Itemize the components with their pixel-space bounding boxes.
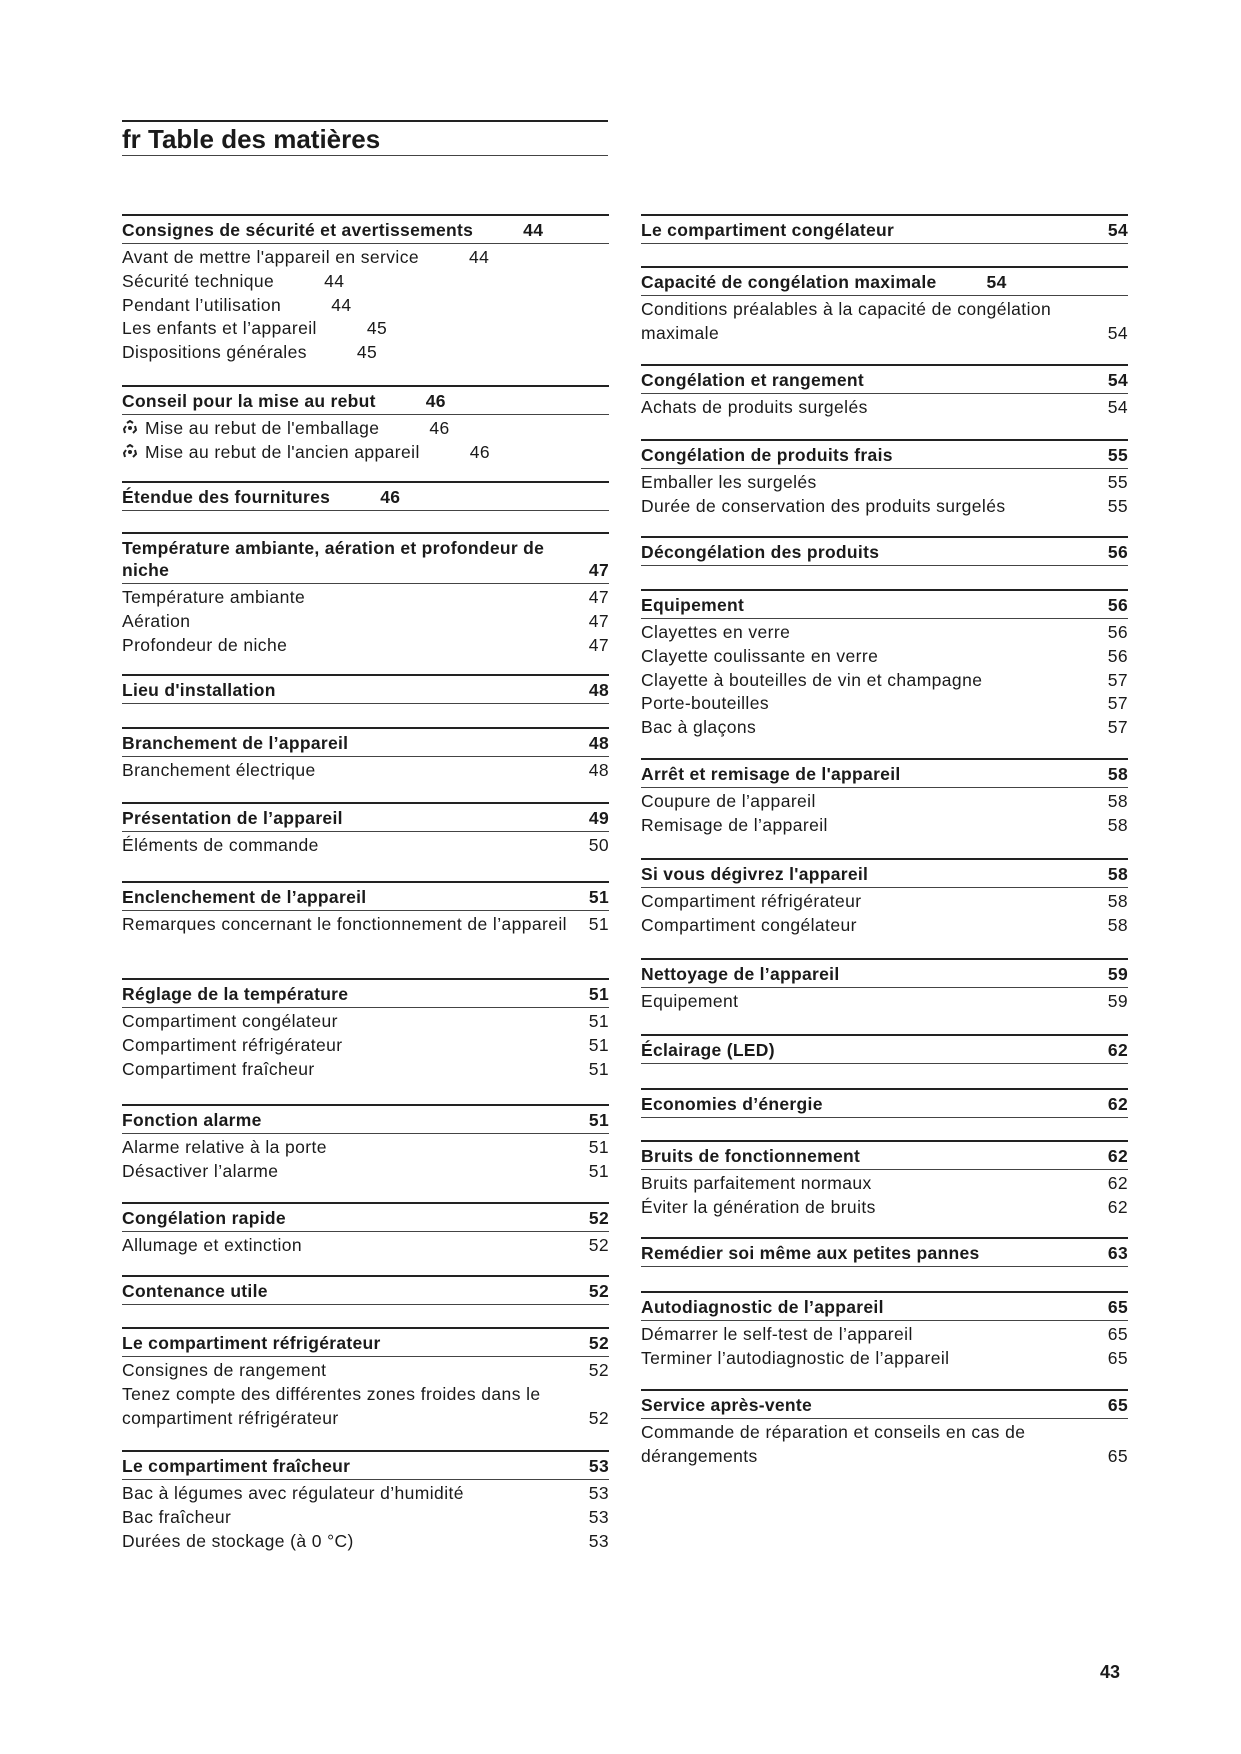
- section-heading[interactable]: [641, 1088, 1128, 1118]
- section-page: 54: [1107, 220, 1128, 240]
- section-heading[interactable]: [122, 481, 609, 511]
- entry-label: Température ambiante: [122, 587, 306, 607]
- section-heading[interactable]: [641, 1291, 1128, 1321]
- section-page: 62: [1107, 1094, 1128, 1114]
- section-title: Arrêt et remisage de l'appareil: [641, 764, 901, 784]
- toc-section: [641, 364, 1128, 420]
- entry-page: 45: [366, 318, 388, 339]
- section-page: 44: [523, 220, 544, 240]
- section-title: Congélation et rangement: [641, 370, 865, 390]
- toc-section: [641, 589, 1128, 740]
- toc-section: [122, 881, 609, 937]
- section-title: Présentation de l’appareil: [122, 808, 343, 828]
- toc-section: [122, 214, 609, 365]
- toc-entry[interactable]: [122, 441, 609, 465]
- entry-page: 54: [1107, 322, 1128, 343]
- toc-entry[interactable]: [641, 471, 1128, 495]
- entry-page: 54: [1107, 397, 1128, 417]
- entry-page: 53: [588, 1483, 609, 1503]
- section-page: 59: [1107, 964, 1128, 984]
- entry-list: [122, 832, 609, 858]
- toc-entry[interactable]: [122, 317, 609, 341]
- toc-entry[interactable]: [641, 692, 1128, 716]
- entry-page: 51: [588, 914, 609, 934]
- entry-label: Branchement électrique: [122, 760, 316, 780]
- entry-list: [122, 584, 609, 657]
- section-page: 52: [588, 1208, 609, 1228]
- toc-entry[interactable]: [641, 1323, 1128, 1347]
- section-title: Economies d’énergie: [641, 1094, 823, 1114]
- section-page: 52: [588, 1333, 609, 1353]
- toc-entry[interactable]: [122, 1530, 609, 1554]
- section-page: 52: [588, 1281, 609, 1301]
- entry-label: Achats de produits surgelés: [641, 397, 868, 417]
- page-title: fr Table des matières: [122, 120, 608, 156]
- section-title: Bruits de fonctionnement: [641, 1146, 861, 1166]
- section-heading[interactable]: [122, 214, 609, 244]
- toc-section: [641, 1088, 1128, 1118]
- entry-label: Conditions préalables à la capacité de congélation maximale: [641, 299, 1052, 343]
- entry-page: 65: [1107, 1324, 1128, 1344]
- section-page: 48: [588, 733, 609, 753]
- entry-page: 45: [356, 342, 378, 363]
- toc-entry[interactable]: [641, 1347, 1128, 1371]
- toc-entry[interactable]: [641, 1196, 1128, 1220]
- section-heading[interactable]: [641, 858, 1128, 888]
- entry-label: Clayette à bouteilles de vin et champagne: [641, 669, 983, 690]
- entry-label: Clayettes en verre: [641, 622, 791, 642]
- toc-entry[interactable]: [122, 834, 609, 858]
- section-heading[interactable]: [641, 1140, 1128, 1170]
- entry-page: 52: [588, 1360, 609, 1380]
- section-heading[interactable]: [122, 1450, 609, 1480]
- section-page: 47: [588, 560, 609, 580]
- toc-section: [641, 858, 1128, 938]
- entry-label: Les enfants et l’appareil: [122, 318, 317, 339]
- entry-page: 51: [588, 1034, 609, 1055]
- toc-entry[interactable]: [122, 610, 609, 634]
- toc-section: [641, 958, 1128, 1014]
- section-heading[interactable]: [122, 532, 609, 584]
- section-title: Si vous dégivrez l'appareil: [641, 864, 869, 884]
- section-page: 54: [1107, 370, 1128, 390]
- entry-label: Equipement: [641, 991, 739, 1011]
- entry-list: [641, 394, 1128, 420]
- section-page: 49: [588, 808, 609, 828]
- entry-label: Compartiment réfrigérateur: [122, 1034, 343, 1055]
- toc-entry[interactable]: [641, 669, 1128, 693]
- entry-label: Avant de mettre l'appareil en service: [122, 247, 419, 267]
- entry-page: 47: [588, 610, 609, 631]
- recycle-icon: [122, 443, 138, 459]
- entry-page: 51: [588, 1160, 609, 1181]
- section-title: Éclairage (LED): [641, 1040, 775, 1060]
- entry-page: 50: [588, 835, 609, 855]
- section-page: 58: [1107, 764, 1128, 784]
- section-title: Le compartiment réfrigérateur: [122, 1333, 381, 1353]
- entry-page: 53: [588, 1530, 609, 1551]
- entry-list: [122, 1134, 609, 1184]
- entry-page: 58: [1107, 891, 1128, 911]
- section-heading[interactable]: [122, 1327, 609, 1357]
- toc-section: [641, 1140, 1128, 1220]
- toc-entry[interactable]: [641, 1172, 1128, 1196]
- entry-page: 51: [588, 1137, 609, 1157]
- entry-label: Compartiment congélateur: [641, 914, 857, 935]
- toc-section: [122, 802, 609, 858]
- entry-page: 65: [1107, 1347, 1128, 1368]
- toc-entry[interactable]: [122, 1010, 609, 1034]
- section-title: Congélation rapide: [122, 1208, 286, 1228]
- entry-label: Mise au rebut de l'emballage: [145, 418, 380, 438]
- toc-entry[interactable]: [122, 759, 609, 783]
- entry-label: Durées de stockage (à 0 °C): [122, 1530, 354, 1551]
- page-number: 43: [1100, 1662, 1121, 1682]
- section-title: Contenance utile: [122, 1281, 268, 1301]
- section-heading[interactable]: [641, 1034, 1128, 1064]
- section-page: 65: [1107, 1395, 1128, 1415]
- toc-section: [122, 1202, 609, 1258]
- entry-label: Remarques concernant le fonctionnement de l’appareil: [122, 914, 567, 934]
- toc-entry[interactable]: [122, 1506, 609, 1530]
- section-heading[interactable]: [122, 674, 609, 704]
- entry-label: Bruits parfaitement normaux: [641, 1173, 872, 1193]
- entry-label: Terminer l’autodiagnostic de l’appareil: [641, 1347, 950, 1368]
- section-title: Consignes de sécurité et avertissements: [122, 220, 474, 240]
- toc-section: [122, 1275, 609, 1305]
- entry-label: Allumage et extinction: [122, 1235, 303, 1255]
- entry-label: Emballer les surgelés: [641, 472, 817, 492]
- entry-list: [122, 1357, 609, 1430]
- entry-label: Clayette coulissante en verre: [641, 645, 879, 666]
- section-title: Congélation de produits frais: [641, 445, 893, 465]
- toc-entry[interactable]: [641, 716, 1128, 740]
- section-page: 65: [1107, 1297, 1128, 1317]
- toc-section: [122, 385, 609, 465]
- entry-page: 62: [1107, 1196, 1128, 1217]
- section-heading[interactable]: [122, 727, 609, 757]
- entry-page: 55: [1107, 495, 1128, 516]
- entry-page: 46: [429, 418, 450, 438]
- section-title: Lieu d'installation: [122, 680, 276, 700]
- toc-entry[interactable]: [122, 270, 609, 294]
- toc-section: [641, 266, 1128, 346]
- section-heading[interactable]: [641, 758, 1128, 788]
- section-title: Remédier soi même aux petites pannes: [641, 1243, 980, 1263]
- section-title: Réglage de la température: [122, 984, 349, 1004]
- section-heading[interactable]: [641, 958, 1128, 988]
- entry-list: [122, 1008, 609, 1081]
- section-title: Température ambiante, aération et profondeur de niche: [122, 538, 545, 580]
- entry-page: 56: [1107, 622, 1128, 642]
- entry-list: [122, 415, 609, 465]
- entry-page: 44: [331, 294, 352, 315]
- section-heading[interactable]: [122, 978, 609, 1008]
- entry-list: [641, 296, 1128, 346]
- section-page: 62: [1107, 1146, 1128, 1166]
- entry-label: Dispositions générales: [122, 342, 307, 363]
- toc-section: [122, 1450, 609, 1553]
- section-title: Autodiagnostic de l’appareil: [641, 1297, 884, 1317]
- toc-section: [122, 532, 609, 657]
- entry-page: 53: [588, 1506, 609, 1527]
- entry-page: 57: [1107, 693, 1128, 714]
- section-page: 58: [1107, 864, 1128, 884]
- section-page: 62: [1107, 1040, 1128, 1060]
- section-heading[interactable]: [641, 266, 1128, 296]
- entry-page: 57: [1107, 669, 1128, 690]
- entry-label: Commande de réparation et conseils en cas de dérangements: [641, 1422, 1026, 1466]
- entry-page: 47: [588, 634, 609, 655]
- entry-label: Pendant l’utilisation: [122, 294, 282, 315]
- entry-page: 52: [588, 1235, 609, 1255]
- section-heading[interactable]: [641, 589, 1128, 619]
- entry-page: 48: [588, 760, 609, 780]
- entry-list: [641, 619, 1128, 740]
- entry-label: Durée de conservation des produits surgelés: [641, 495, 1006, 516]
- entry-label: Consignes de rangement: [122, 1360, 327, 1380]
- entry-label: Alarme relative à la porte: [122, 1137, 327, 1157]
- entry-label: Remisage de l’appareil: [641, 814, 828, 835]
- section-title: Branchement de l’appareil: [122, 733, 349, 753]
- toc-entry[interactable]: [122, 417, 609, 441]
- toc-entry[interactable]: [122, 913, 609, 937]
- section-heading[interactable]: [641, 1237, 1128, 1267]
- entry-label: Mise au rebut de l'ancien appareil: [145, 441, 420, 462]
- entry-page: 52: [588, 1407, 609, 1428]
- toc-section: [641, 1034, 1128, 1064]
- entry-label: Bac fraîcheur: [122, 1506, 232, 1527]
- toc-entry[interactable]: [122, 586, 609, 610]
- toc-section: [641, 439, 1128, 519]
- section-heading[interactable]: [122, 1275, 609, 1305]
- toc-entry[interactable]: [641, 1421, 1128, 1469]
- section-heading[interactable]: [641, 536, 1128, 566]
- toc-entry[interactable]: [641, 645, 1128, 669]
- entry-label: Bac à légumes avec régulateur d’humidité: [122, 1483, 464, 1503]
- section-title: Décongélation des produits: [641, 542, 880, 562]
- entry-list: [641, 888, 1128, 938]
- entry-label: Sécurité technique: [122, 270, 275, 291]
- toc-entry[interactable]: [641, 298, 1128, 346]
- section-heading[interactable]: [641, 439, 1128, 469]
- entry-list: [122, 1232, 609, 1258]
- entry-page: 46: [469, 441, 491, 462]
- toc-entry[interactable]: [122, 1482, 609, 1506]
- section-title: Conseil pour la mise au rebut: [122, 391, 376, 411]
- entry-list: [641, 788, 1128, 838]
- section-heading[interactable]: [122, 881, 609, 911]
- section-heading[interactable]: [641, 364, 1128, 394]
- toc-entry[interactable]: [641, 914, 1128, 938]
- entry-list: [641, 1321, 1128, 1371]
- entry-list: [122, 757, 609, 783]
- entry-label: Compartiment congélateur: [122, 1011, 338, 1031]
- section-page: 63: [1107, 1243, 1128, 1263]
- toc-section: [122, 481, 609, 511]
- section-heading[interactable]: [122, 385, 609, 415]
- section-page: 48: [588, 680, 609, 700]
- entry-label: Aération: [122, 610, 191, 631]
- toc-section: [122, 1104, 609, 1184]
- toc-section: [122, 1327, 609, 1430]
- entry-label: Démarrer le self-test de l’appareil: [641, 1324, 913, 1344]
- toc-section: [641, 758, 1128, 838]
- section-title: Étendue des fournitures: [122, 487, 331, 507]
- toc-entry[interactable]: [641, 990, 1128, 1014]
- entry-page: 62: [1107, 1173, 1128, 1193]
- toc-entry[interactable]: [641, 621, 1128, 645]
- entry-list: [122, 1480, 609, 1553]
- toc-entry[interactable]: [641, 790, 1128, 814]
- section-heading[interactable]: [122, 1202, 609, 1232]
- section-title: Le compartiment fraîcheur: [122, 1456, 351, 1476]
- entry-label: Éléments de commande: [122, 835, 319, 855]
- section-heading[interactable]: [122, 1104, 609, 1134]
- section-heading[interactable]: [122, 802, 609, 832]
- section-page: 56: [1107, 542, 1128, 562]
- entry-label: Bac à glaçons: [641, 717, 757, 738]
- section-title: Fonction alarme: [122, 1110, 262, 1130]
- entry-page: 58: [1107, 791, 1128, 811]
- entry-label: Compartiment fraîcheur: [122, 1058, 315, 1079]
- entry-label: Compartiment réfrigérateur: [641, 891, 862, 911]
- section-page: 54: [986, 272, 1007, 292]
- entry-label: Coupure de l’appareil: [641, 791, 816, 811]
- entry-page: 65: [1107, 1445, 1128, 1466]
- section-title: Capacité de congélation maximale: [641, 272, 937, 292]
- entry-label: Profondeur de niche: [122, 634, 288, 655]
- toc-entry[interactable]: [641, 890, 1128, 914]
- entry-page: 51: [588, 1058, 609, 1079]
- toc-section: [122, 727, 609, 783]
- toc-entry[interactable]: [122, 1136, 609, 1160]
- recycle-icon: [122, 419, 138, 435]
- entry-label: Éviter la génération de bruits: [641, 1196, 876, 1217]
- entry-page: 57: [1107, 717, 1128, 738]
- toc-entry[interactable]: [122, 341, 609, 365]
- entry-page: 56: [1107, 645, 1128, 666]
- section-title: Le compartiment congélateur: [641, 220, 895, 240]
- section-page: 46: [425, 391, 446, 411]
- entry-list: [641, 1170, 1128, 1220]
- section-heading[interactable]: [641, 1389, 1128, 1419]
- section-page: 56: [1107, 595, 1128, 615]
- toc-entry[interactable]: [122, 1160, 609, 1184]
- entry-list: [641, 988, 1128, 1014]
- entry-label: Tenez compte des différentes zones froides dans le compartiment réfrigérateur: [122, 1383, 541, 1428]
- toc-entry[interactable]: [122, 1034, 609, 1058]
- toc-entry[interactable]: [641, 396, 1128, 420]
- section-page: 51: [588, 984, 609, 1004]
- section-heading[interactable]: [641, 214, 1128, 244]
- entry-page: 58: [1107, 814, 1128, 835]
- section-page: 51: [588, 887, 609, 907]
- section-page: 51: [588, 1110, 609, 1130]
- entry-list: [641, 1419, 1128, 1469]
- toc-entry[interactable]: [122, 1058, 609, 1082]
- toc-section: [641, 1389, 1128, 1469]
- section-page: 46: [380, 487, 401, 507]
- toc-entry[interactable]: [641, 814, 1128, 838]
- toc-entry[interactable]: [122, 1234, 609, 1258]
- toc-entry[interactable]: [122, 634, 609, 658]
- toc-entry[interactable]: [641, 495, 1128, 519]
- entry-list: [641, 469, 1128, 519]
- section-page: 55: [1107, 445, 1128, 465]
- toc-entry[interactable]: [122, 246, 609, 270]
- toc-entry[interactable]: [122, 1383, 609, 1431]
- entry-list: [122, 911, 609, 937]
- section-title: Nettoyage de l’appareil: [641, 964, 840, 984]
- section-page: 53: [588, 1456, 609, 1476]
- entry-page: 47: [588, 587, 609, 607]
- entry-page: 51: [588, 1011, 609, 1031]
- entry-page: 44: [324, 270, 345, 291]
- entry-page: 59: [1107, 991, 1128, 1011]
- entry-page: 44: [469, 247, 490, 267]
- entry-label: Porte-bouteilles: [641, 693, 769, 714]
- toc-section: [122, 674, 609, 704]
- toc-entry[interactable]: [122, 294, 609, 318]
- toc-section: [641, 1237, 1128, 1267]
- entry-page: 58: [1107, 914, 1128, 935]
- toc-entry[interactable]: [122, 1359, 609, 1383]
- section-title: Equipement: [641, 595, 745, 615]
- toc-section: [641, 536, 1128, 566]
- entry-page: 55: [1107, 472, 1128, 492]
- entry-label: Désactiver l’alarme: [122, 1160, 279, 1181]
- toc-section: [122, 978, 609, 1081]
- toc-section: [641, 214, 1128, 244]
- entry-list: [122, 244, 609, 365]
- section-title: Enclenchement de l’appareil: [122, 887, 367, 907]
- section-title: Service après-vente: [641, 1395, 813, 1415]
- toc-section: [641, 1291, 1128, 1371]
